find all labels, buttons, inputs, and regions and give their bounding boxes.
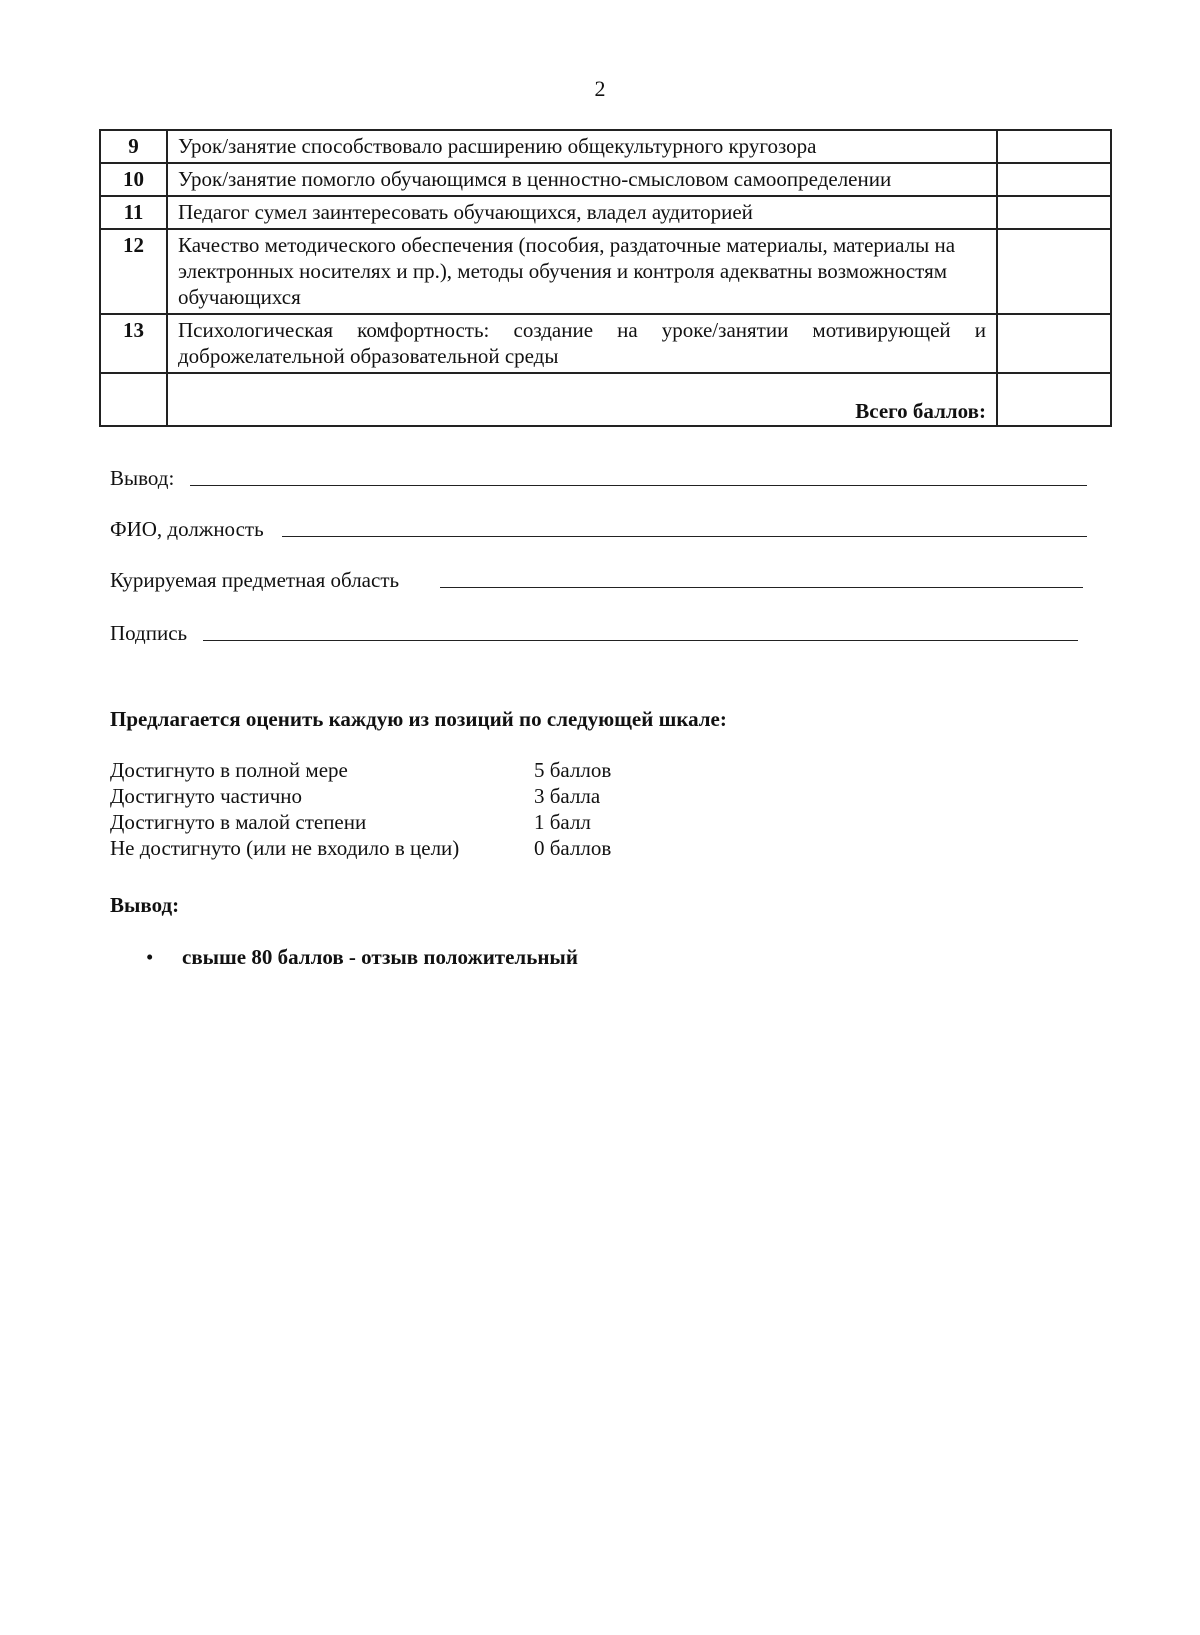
criteria-table-body — [100, 130, 1111, 426]
criteria-score-cell[interactable] — [997, 163, 1111, 196]
bullet-icon: • — [146, 945, 154, 969]
conclusion-list-item — [146, 945, 578, 970]
scale-row — [110, 757, 611, 783]
criteria-number: 10 — [100, 163, 167, 196]
scale-points: 5 баллов — [534, 758, 612, 782]
scale-level: Не достигнуто (или не входило в цели) — [110, 836, 460, 860]
criteria-number: 13 — [100, 314, 167, 373]
scale-level: Достигнуто в полной мере — [110, 758, 348, 782]
signature-input-line[interactable] — [203, 640, 1078, 641]
subject-area-input-line[interactable] — [440, 587, 1083, 588]
signature-field-label: Подпись — [110, 621, 188, 645]
criteria-number: 9 — [100, 130, 167, 163]
criteria-text: Урок/занятие способствовало расширению общекультурного кругозора — [167, 130, 997, 163]
conclusion-item-text: свыше 80 баллов - отзыв положительный — [182, 945, 578, 969]
total-label: Всего баллов: — [167, 373, 997, 426]
scale-points: 0 баллов — [534, 836, 612, 860]
name-position-field-label: ФИО, должность — [110, 517, 264, 541]
criteria-number: 12 — [100, 229, 167, 314]
scale-row — [110, 809, 611, 835]
criteria-number: 11 — [100, 196, 167, 229]
subject-area-field-label: Курируемая предметная область — [110, 568, 400, 592]
criteria-row — [100, 163, 1111, 196]
scale-points: 3 балла — [534, 784, 601, 808]
total-row — [100, 373, 1111, 426]
criteria-score-cell[interactable] — [997, 229, 1111, 314]
conclusion-field-label: Вывод: — [110, 466, 175, 490]
criteria-row — [100, 130, 1111, 163]
criteria-text: Качество методического обеспечения (пособия, раздаточные материалы, материалы на электронных носителях и пр.), методы обучения и контроля адекватны возможностям обучающихся — [167, 229, 997, 314]
page-number: 2 — [594, 76, 606, 101]
criteria-row — [100, 229, 1111, 314]
total-number-cell — [100, 373, 167, 426]
criteria-text: Педагог сумел заинтересовать обучающихся, владел аудиторией — [167, 196, 997, 229]
criteria-text: Урок/занятие помогло обучающимся в ценностно-смысловом самоопределении — [167, 163, 997, 196]
criteria-score-cell[interactable] — [997, 314, 1111, 373]
criteria-row — [100, 196, 1111, 229]
criteria-text: Психологическая комфортность: создание на уроке/занятии мотивирующей и доброжелательной образовательной среды — [167, 314, 997, 373]
conclusion-title: Вывод: — [110, 893, 180, 917]
criteria-table — [99, 129, 1112, 427]
scale-row — [110, 783, 611, 809]
criteria-score-cell[interactable] — [997, 130, 1111, 163]
criteria-row — [100, 314, 1111, 373]
name-position-input-line[interactable] — [282, 536, 1087, 537]
criteria-score-cell[interactable] — [997, 196, 1111, 229]
conclusion-input-line[interactable] — [190, 485, 1087, 486]
scale-level: Достигнуто частично — [110, 784, 303, 808]
scale-row — [110, 835, 611, 861]
total-score-cell[interactable] — [997, 373, 1111, 426]
scale-level: Достигнуто в малой степени — [110, 810, 367, 834]
scale-points: 1 балл — [534, 810, 591, 834]
scale-title: Предлагается оценить каждую из позиций по следующей шкале: — [110, 707, 727, 731]
scale-list — [110, 757, 611, 861]
